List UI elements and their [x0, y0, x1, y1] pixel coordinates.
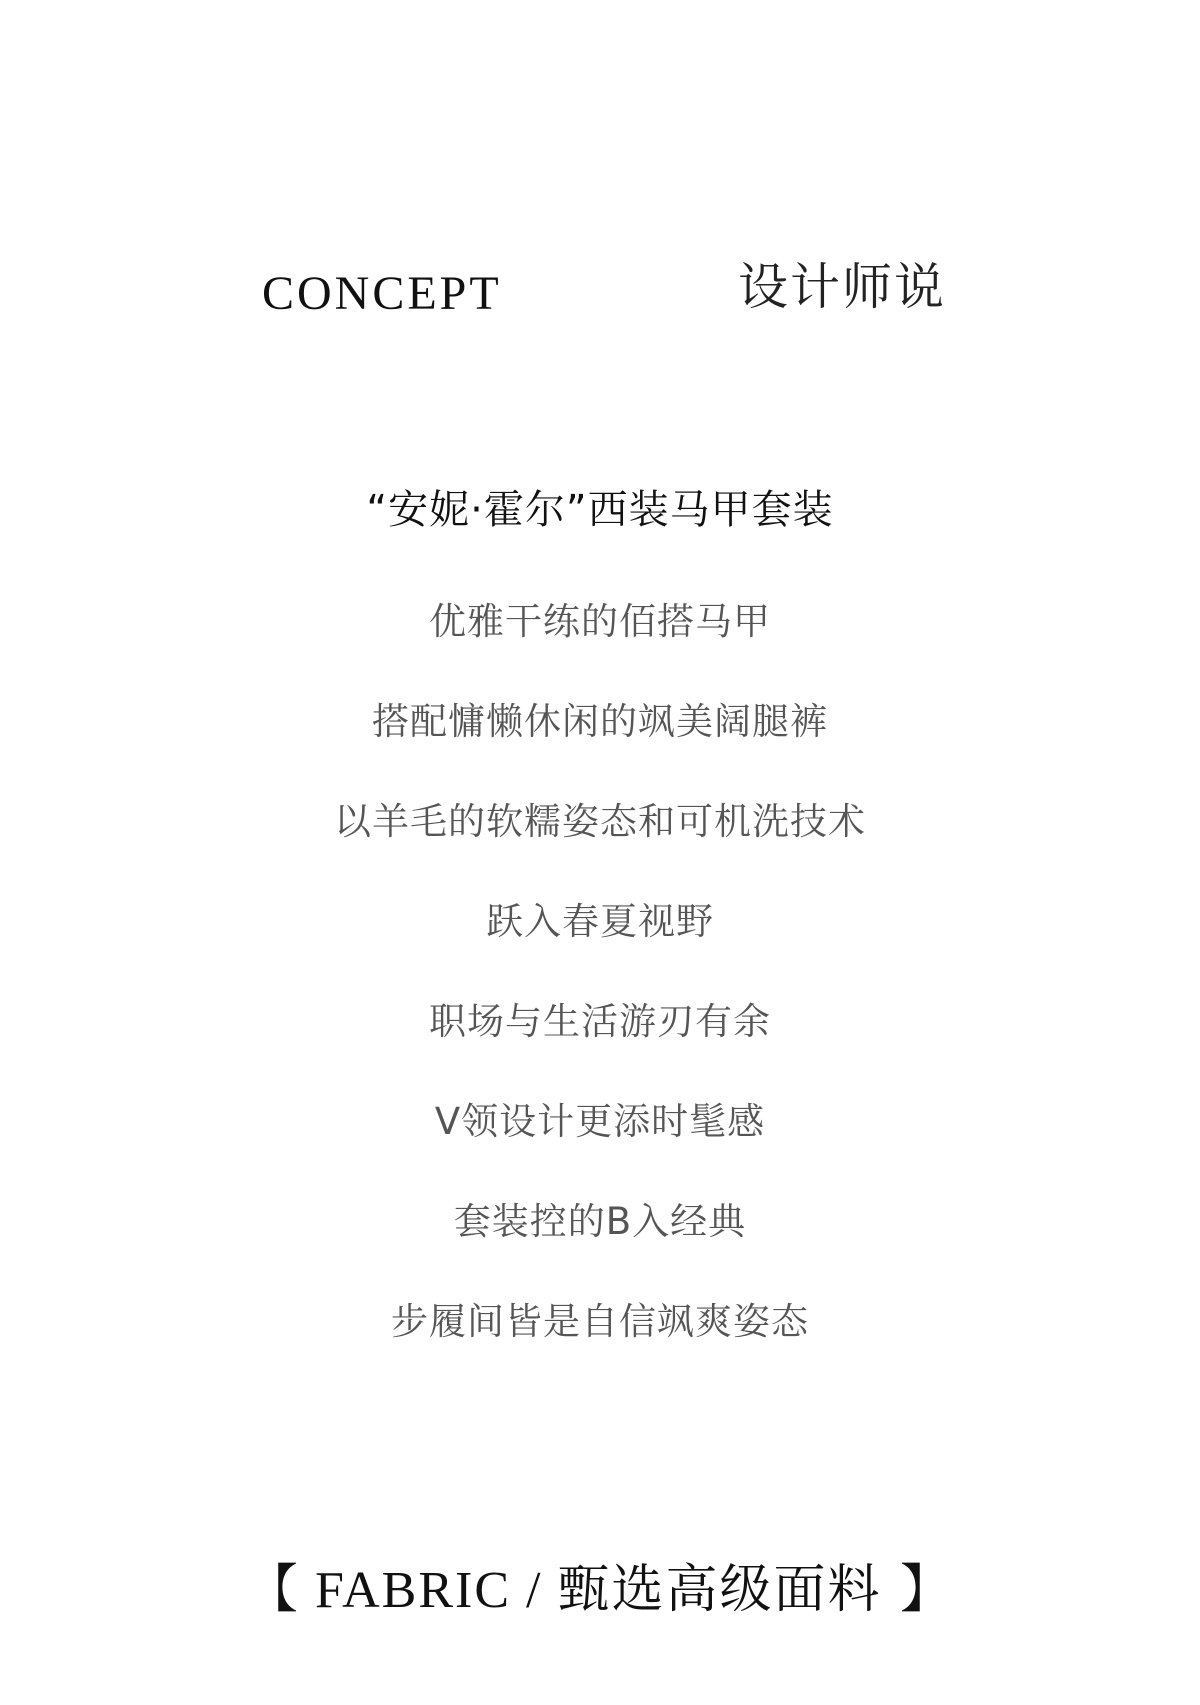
open-bracket: 【 — [246, 1562, 301, 1619]
header — [0, 258, 1200, 342]
poem-lines — [0, 572, 1200, 1372]
poem-line: V领设计更添时髦感 — [434, 1100, 766, 1143]
fabric-heading — [0, 1550, 1200, 1630]
poem-line: 跃入春夏视野 — [486, 900, 714, 943]
poem-line: 职场与生活游刃有余 — [429, 1000, 771, 1043]
concept-heading: CONCEPT — [262, 267, 502, 320]
poem-line: 套装控的B入经典 — [453, 1200, 747, 1243]
poem-line: 以羊毛的软糯姿态和可机洗技术 — [334, 800, 866, 843]
fabric-label-en: FABRIC / — [300, 1562, 558, 1619]
fabric-label-zh: 甄选高级面料 — [557, 1560, 900, 1620]
close-bracket: 】 — [899, 1562, 954, 1619]
poem-line: 优雅干练的佰搭马甲 — [429, 600, 771, 643]
poem-section — [0, 480, 1200, 1372]
poem-title: “安妮·霍尔”西装马甲套装 — [366, 487, 834, 533]
poem-line: 步履间皆是自信飒爽姿态 — [391, 1300, 809, 1343]
poem-line: 搭配慵懒休闲的飒美阔腿裤 — [372, 700, 828, 743]
designer-says-heading: 设计师说 — [738, 258, 946, 316]
